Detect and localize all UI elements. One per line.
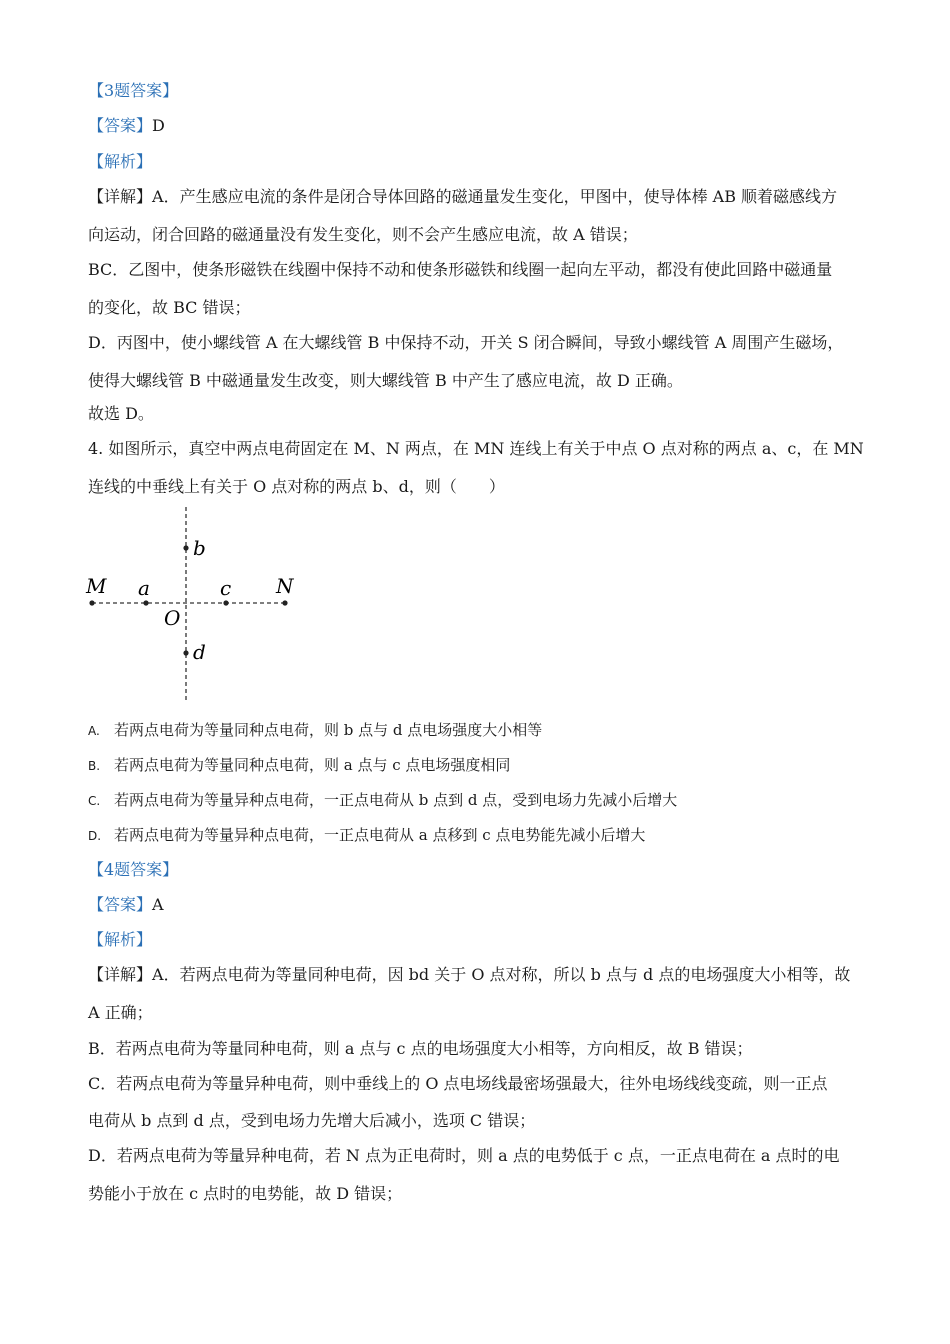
- point-b-dot: [183, 545, 188, 550]
- q3-detail-line-3: 的变化，故 BC 错误；: [88, 298, 251, 317]
- answer-tag: 【答案】: [88, 116, 153, 135]
- detail-tag: 【详解】: [88, 187, 153, 206]
- label-N: N: [276, 574, 294, 598]
- q4-option-d: D. 若两点电荷为等量异种点电荷，一正点电荷从 a 点移到 c 点电势能先减小后增大: [88, 826, 646, 844]
- label-M: M: [86, 574, 107, 598]
- point-M-dot: [89, 600, 94, 605]
- q3-detail-line-2: BC．乙图中，使条形磁铁在线圈中保持不动和使条形磁铁和线圈一起向左平动，都没有使此回路中磁通量: [88, 260, 833, 279]
- answer-value: D: [152, 116, 165, 135]
- q3-analysis-tag: 【解析】: [88, 152, 153, 171]
- point-c-dot: [223, 600, 228, 605]
- label-c: c: [220, 576, 232, 600]
- label-b: b: [193, 536, 206, 560]
- q4-option-a: A. 若两点电荷为等量同种点电荷，则 b 点与 d 点电场强度大小相等: [88, 721, 543, 739]
- q4-analysis-tag: 【解析】: [88, 930, 153, 949]
- label-d: d: [193, 640, 206, 664]
- label-O: O: [164, 606, 181, 630]
- q4-detail-line-5: D．若两点电荷为等量异种电荷，若 N 点为正电荷时，则 a 点的电势低于 c 点，一正点电荷在 a 点时的电: [88, 1146, 840, 1165]
- q3-detail-line-5: 使得大螺线管 B 中磁通量发生改变，则大螺线管 B 中产生了感应电流，故 D 正确。: [88, 371, 683, 390]
- charge-figure: [80, 505, 320, 705]
- q3-detail-line-1: 向运动，闭合回路的磁通量没有发生变化，则不会产生感应电流，故 A 错误；: [88, 225, 638, 244]
- q4-option-b: B. 若两点电荷为等量同种点电荷，则 a 点与 c 点电场强度相同: [88, 756, 511, 774]
- point-a-dot: [143, 600, 148, 605]
- q4-detail-line-0: 【详解】A．若两点电荷为等量同种电荷，因 bd 关于 O 点对称，所以 b 点与 d 点的电场强度大小相等，故: [88, 965, 851, 984]
- q4-stem-line-0: 4. 如图所示，真空中两点电荷固定在 M、N 两点，在 MN 连线上有关于中点 O 点对称的两点 a、c，在 MN: [88, 439, 864, 458]
- q3-detail-line-0: 【详解】A．产生感应电流的条件是闭合导体回路的磁通量发生变化，甲图中，使导体棒 AB 顺着磁感线方: [88, 187, 838, 206]
- q4-stem-line-1: 连线的中垂线上有关于 O 点对称的两点 b、d，则（ ）: [88, 477, 505, 496]
- q4-option-c: C. 若两点电荷为等量异种点电荷，一正点电荷从 b 点到 d 点，受到电场力先减小后增大: [88, 791, 678, 809]
- point-N-dot: [282, 600, 287, 605]
- answer-tag: 【答案】: [88, 895, 153, 914]
- q3-detail-line-4: D．丙图中，使小螺线管 A 在大螺线管 B 中保持不动，开关 S 闭合瞬间，导致小螺线管 A 周围产生磁场，: [88, 333, 844, 352]
- q4-answer-header: 【4题答案】: [88, 860, 179, 879]
- q3-answer-line: [88, 115, 868, 137]
- answer-value: A: [152, 895, 164, 914]
- q4-detail-line-3: C．若两点电荷为等量异种电荷，则中垂线上的 O 点电场线最密场强最大，往外电场线线变疏，则一正点: [88, 1074, 828, 1093]
- q4-detail-line-6: 势能小于放在 c 点时的电势能，故 D 错误；: [88, 1184, 403, 1203]
- q3-answer-header: 【3题答案】: [88, 81, 179, 100]
- q4-answer-line: [88, 894, 868, 916]
- label-a: a: [138, 576, 150, 600]
- q3-detail-line-6: 故选 D。: [88, 404, 154, 423]
- q4-detail-line-1: A 正确；: [88, 1003, 153, 1022]
- point-d-dot: [183, 650, 188, 655]
- q4-detail-line-4: 电荷从 b 点到 d 点，受到电场力先增大后减小，选项 C 错误；: [88, 1111, 536, 1130]
- detail-tag: 【详解】: [88, 965, 153, 984]
- q4-detail-line-2: B．若两点电荷为等量同种电荷，则 a 点与 c 点的电场强度大小相等，方向相反，故 B 错误；: [88, 1039, 753, 1058]
